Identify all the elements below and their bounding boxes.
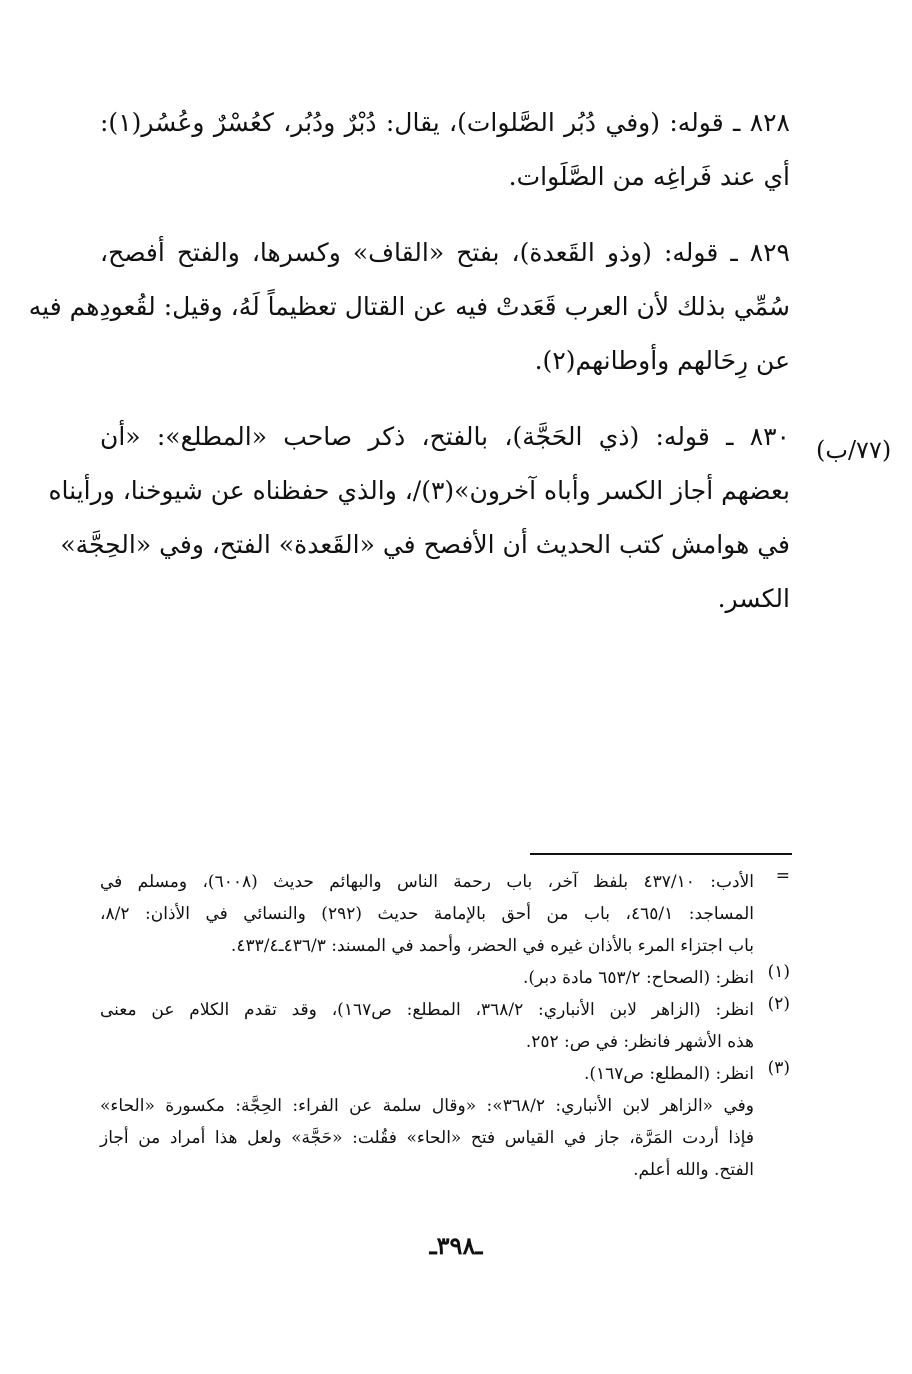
text-line: ٨٢٨ ـ قوله: (وفي دُبُر الصَّلوات)، يقال: دُبْرٌ ودُبُر، كعُسْرٌ وعُسُر(١): — [100, 108, 790, 137]
footnote-line: انظر: (الزاهر لابن الأنباري: ٣٦٨/٢، المطلع: ص١٦٧)، وقد تقدم الكلام عن معنى — [100, 1000, 755, 1020]
footnote-marker: (٢) — [767, 994, 790, 1014]
footnote-marker: = — [775, 866, 790, 886]
footnote-line: باب اجتزاء المرء بالأذان غيره في الحضر، وأحمد في المسند: ٤٣٦/٣ـ٤٣٣/٤. — [230, 936, 754, 956]
footnote-line: فإذا أردت المَرَّة، جاز في القياس فتح «الحاء» فقُلت: «حَجَّة» ولعل هذا أمراد من أجاز — [100, 1128, 754, 1148]
footnote-1 — [100, 962, 790, 994]
text-line: سُمِّي بذلك لأن العرب قَعَدتْ فيه عن القتال تعظيماً لَهُ، وقيل: لقُعودِهم فيه — [28, 292, 790, 321]
footnote-line: المساجد: ٤٦٥/١، باب من أحق بالإمامة حديث (٢٩٢) والنسائي في الأذان: ٨/٢، — [100, 904, 754, 924]
footnote-marker: (١) — [767, 962, 790, 982]
footnote-line: الفتح. والله أعلم. — [633, 1160, 754, 1180]
footnote-line: وفي «الزاهر لابن الأنباري: ٣٦٨/٢»: «وقال سلمة عن الفراء: الحِجَّة: مكسورة «الحاء» — [100, 1096, 754, 1116]
footnote-line: انظر: (الصحاح: ٦٥٣/٢ مادة دبر). — [522, 968, 754, 988]
text-line: أي عند فَراغِه من الصَّلَوات. — [508, 162, 790, 191]
main-text — [28, 96, 790, 648]
page-number: ـ٣٩٨ـ — [429, 1231, 483, 1260]
manuscript-folio-marker: (٧٧/ب) — [816, 436, 892, 464]
text-line: عن رِحَالهم وأوطانهم(٢). — [534, 346, 790, 375]
text-line: بعضهم أجاز الكسر وأباه آخرون»(٣)/، والذي حفظناه عن شيوخنا، ورأيناه — [48, 476, 790, 505]
text-line: في هوامش كتب الحديث أن الأفصح في «القَعدة» الفتح، وفي «الحِجَّة» — [60, 530, 790, 559]
text-line: ٨٣٠ ـ قوله: (ذي الحَجَّة)، بالفتح، ذكر صاحب «المطلع»: «أن — [100, 422, 790, 451]
footnote-line: هذه الأشهر فانظر: في ص: ٢٥٢. — [525, 1032, 754, 1052]
text-line: ٨٢٩ ـ قوله: (وذو القَعدة)، بفتح «القاف» وكسرها، والفتح أفصح، — [100, 238, 790, 267]
footnote-line: انظر: (المطلع: ص١٦٧). — [583, 1064, 754, 1084]
text-line: الكسر. — [717, 584, 790, 613]
footnote-continuation — [100, 866, 790, 962]
footnote-marker: (٣) — [767, 1058, 790, 1078]
entry-829 — [28, 226, 790, 388]
footnotes — [100, 866, 790, 1186]
footnote-3 — [100, 1058, 790, 1186]
entry-828 — [100, 96, 790, 204]
footnote-separator — [530, 853, 792, 855]
footnote-2 — [100, 994, 790, 1058]
footnote-line: الأدب: ٤٣٧/١٠ بلفظ آخر، باب رحمة الناس والبهائم حديث (٦٠٠٨)، ومسلم في — [100, 872, 754, 892]
entry-830 — [48, 410, 790, 626]
